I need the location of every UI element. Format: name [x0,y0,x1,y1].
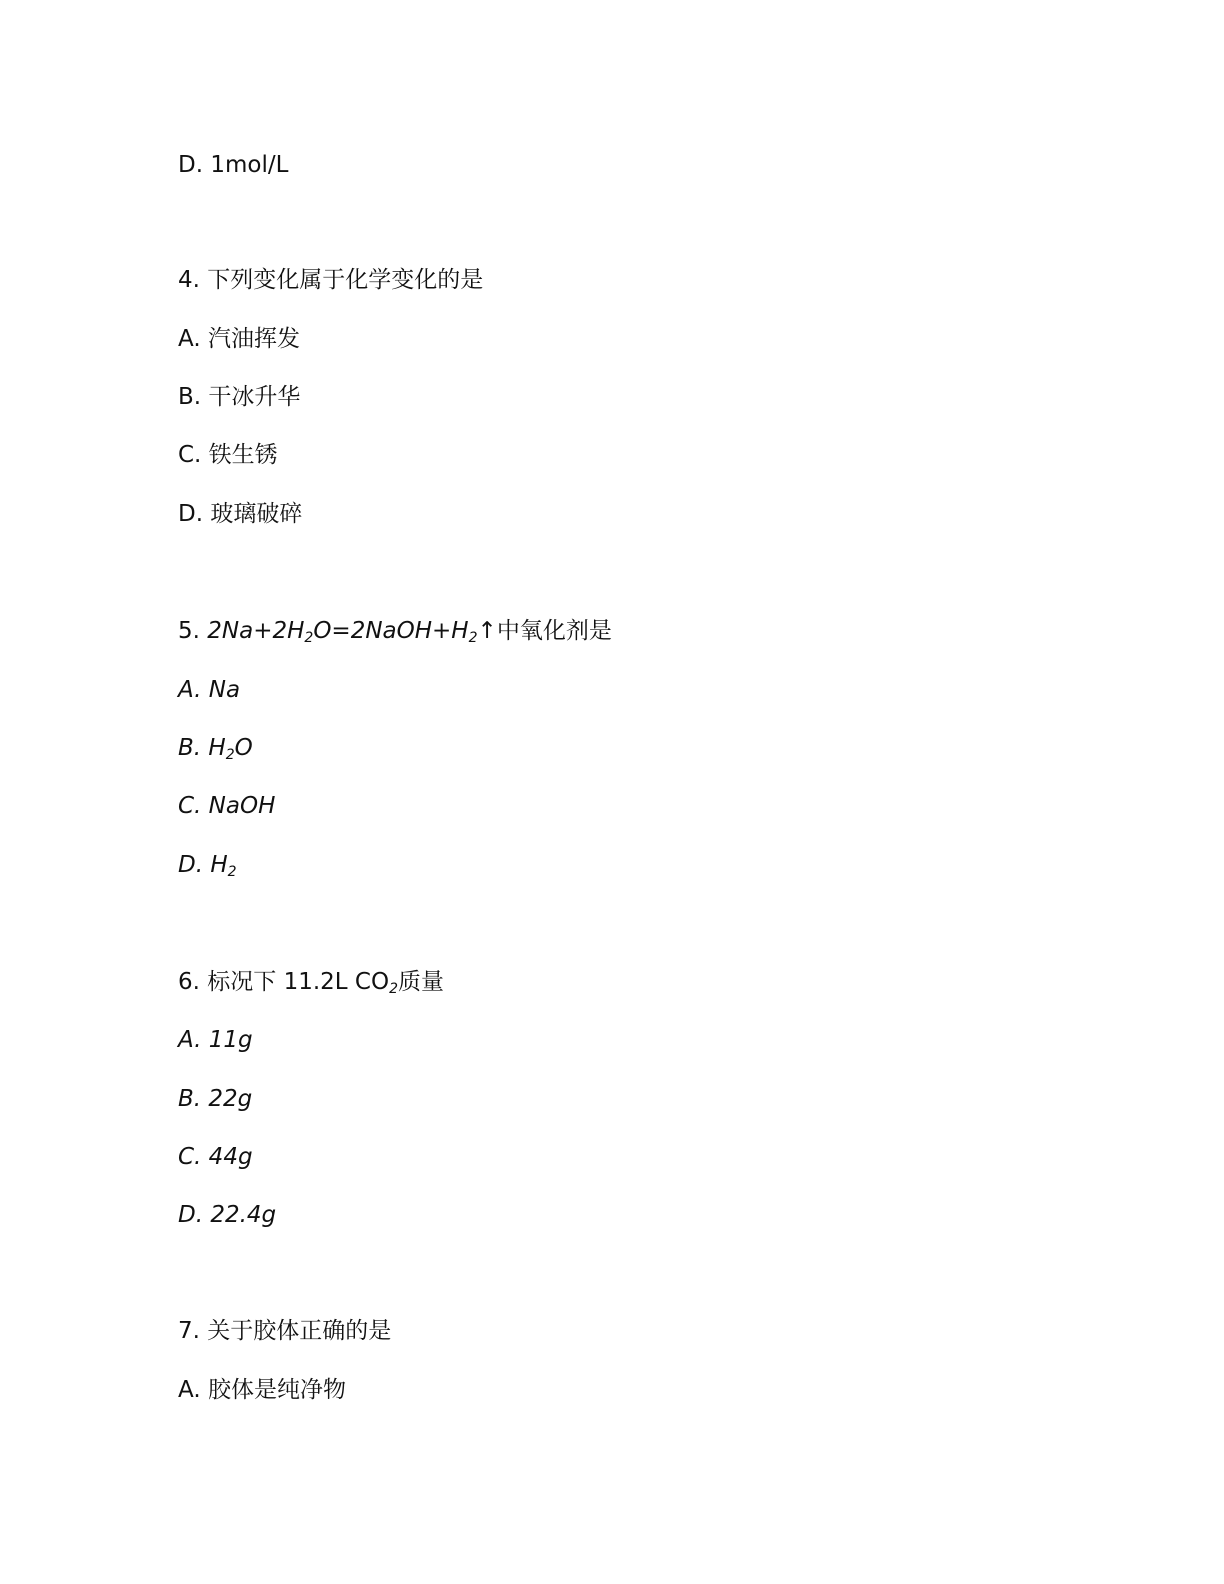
q5-option-b-text: O [234,735,253,761]
q7-option-a: A. 胶体是纯净物 [178,1377,346,1403]
q5-option-d [178,850,237,887]
q5-option-d-text: D. H [178,852,228,878]
q4-option-b: B. 干冰升华 [178,384,301,410]
q5-option-b [178,733,253,770]
q5-option-b-text: B. H [178,735,226,761]
q5-equation-part: O=2NaOH+H [313,618,469,644]
q5-number: 5. [178,618,208,644]
q7-stem: 7. 关于胶体正确的是 [178,1318,392,1344]
q5-subscript: 2 [304,630,314,646]
q5-subscript: 2 [227,864,237,880]
q4-option-a: A. 汽油挥发 [178,326,300,352]
q6-option-b: B. 22g [178,1086,253,1112]
q5-option-a: A. Na [178,677,241,703]
q5-subscript: 2 [225,747,235,763]
q6-stem-text: 质量 [398,969,444,995]
q5-option-c: C. NaOH [178,793,276,819]
q6-stem [178,967,444,1004]
q5-stem [178,616,612,653]
q5-stem-tail: 中氧化剂是 [496,618,612,644]
q6-stem-text: 6. 标况下 11.2L CO [178,969,390,995]
q5-equation-part: 2Na+2H [207,618,305,644]
q6-option-d: D. 22.4g [178,1202,277,1228]
q4-stem: 4. 下列变化属于化学变化的是 [178,267,484,293]
q4-option-c: C. 铁生锈 [178,442,278,468]
q6-option-c: C. 44g [178,1144,253,1170]
q3-option-d: D. 1mol/L [178,152,289,178]
q6-option-a: A. 11g [178,1027,253,1053]
q5-subscript: 2 [468,630,478,646]
q5-gas-arrow: ↑ [477,618,497,644]
q6-subscript: 2 [389,981,398,997]
q4-option-d: D. 玻璃破碎 [178,501,303,527]
